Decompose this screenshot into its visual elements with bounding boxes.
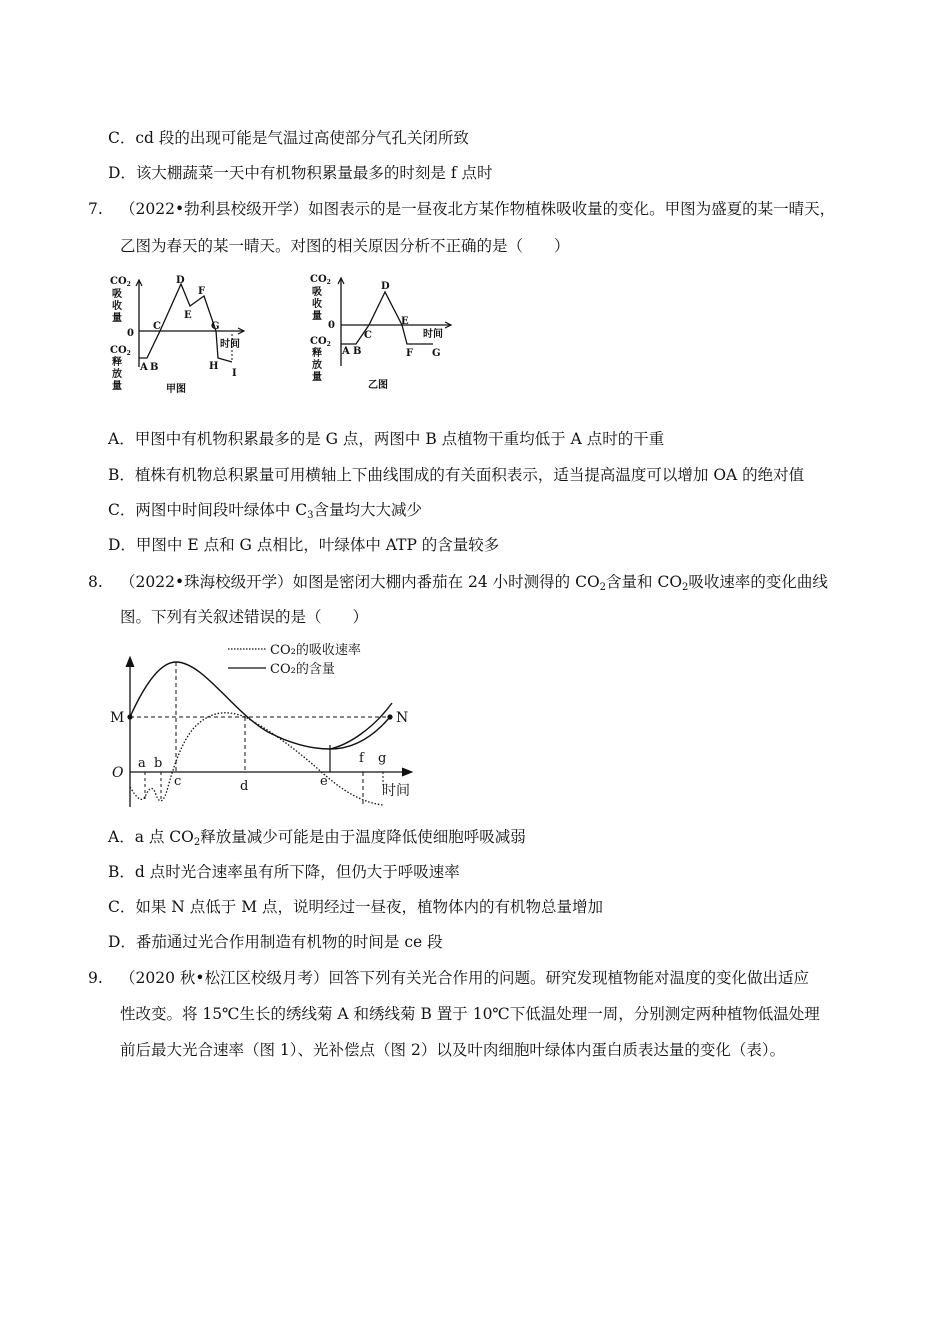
- jia-point-e: E: [184, 310, 192, 321]
- q7-figure-yi: [308, 270, 458, 400]
- yi-point-f: F: [406, 348, 414, 359]
- q8-legend-solid: CO₂的含量: [270, 662, 335, 677]
- yi-point-d: D: [381, 281, 390, 292]
- jia-y-bottom-co: CO: [110, 345, 127, 356]
- jia-y-bottom-1: 释: [112, 357, 122, 368]
- q6-option-c: C．cd 段的出现可能是气温过高使部分气孔关闭所致: [108, 129, 469, 147]
- svg-text:CO2: $CO_2$: [110, 345, 131, 357]
- jia-point-h: H: [209, 361, 219, 372]
- q8-number: 8.: [88, 573, 103, 591]
- yi-y-bottom-1: 释: [312, 348, 322, 359]
- yi-y-bottom-2: 放: [312, 360, 322, 371]
- jia-point-d: D: [176, 275, 185, 286]
- q7-stem-line1: （2022•勃利县校级开学）如图表示的是一昼夜北方某作物植株吸收量的变化。甲图为盛夏的某一晴天，: [120, 200, 836, 218]
- jia-point-c: C: [153, 321, 161, 332]
- q8-stem-line1: （2022•珠海校级开学）如图是密闭大棚内番茄在 24 小时测得的 $CO_2$含量和 $CO_2$吸收速率的变化曲线: [120, 573, 828, 593]
- q9-number: 9.: [88, 969, 103, 987]
- yi-y-bottom-co: CO: [310, 336, 327, 347]
- yi-y-top-3: 量: [312, 311, 322, 322]
- jia-y-bottom-2: 放: [112, 369, 122, 380]
- jia-point-b: B: [150, 362, 159, 373]
- jia-caption: 甲图: [166, 384, 186, 395]
- jia-y-top-1: 吸: [112, 289, 122, 300]
- q8-label-f: f: [359, 751, 364, 766]
- q7-option-a: A．甲图中有机物积累最多的是 G 点，两图中 B 点植物干重均低于 A 点时的干重: [108, 430, 665, 448]
- q8-label-d: d: [240, 779, 249, 794]
- q8-legend-dotted: CO₂的吸收速率: [270, 643, 361, 658]
- yi-zero: 0: [328, 320, 335, 331]
- q8-label-m: M: [110, 710, 125, 726]
- jia-y-bottom-3: 量: [112, 381, 122, 392]
- q8-label-b: b: [154, 756, 163, 771]
- q9-stem-line1: （2020 秋•松江区校级月考）回答下列有关光合作用的问题。研究发现植物能对温度的变化做出适应: [120, 969, 810, 987]
- q6-option-d: D．该大棚蔬菜一天中有机物积累量最多的时刻是 f 点时: [108, 164, 493, 182]
- q8-figure: [108, 637, 428, 812]
- q9-stem-line3: 前后最大光合速率（图 1）、光补偿点（图 2）以及叶肉细胞叶绿体内蛋白质表达量的变化（表）。: [120, 1041, 786, 1059]
- q8-label-e: e: [320, 774, 328, 789]
- q8-option-b: B．d 点时光合速率虽有所下降，但仍大于呼吸速率: [108, 863, 460, 881]
- q7-number: 7.: [88, 200, 103, 218]
- yi-point-a: A: [342, 346, 350, 357]
- yi-point-c: C: [364, 330, 372, 341]
- svg-text:CO2: $CO_2$: [110, 276, 131, 288]
- jia-zero: 0: [127, 328, 134, 339]
- q8-option-a: A．a 点 $CO_2$释放量减少可能是由于温度降低使细胞呼吸减弱: [108, 828, 526, 848]
- jia-point-f: F: [198, 286, 206, 297]
- q7-option-c: C．两图中时间段叶绿体中 $C_3$含量均大大减少: [108, 501, 423, 521]
- yi-point-e: E: [401, 316, 409, 327]
- yi-y-top-1: 吸: [312, 287, 322, 298]
- yi-point-b: B: [353, 346, 362, 357]
- q7-option-b: B．植株有机物总积累量可用横轴上下曲线围成的有关面积表示，适当提高温度可以增加 OA 的绝对值: [108, 466, 805, 484]
- jia-y-top-3: 量: [112, 313, 122, 324]
- q7-stem-line2: 乙图为春天的某一晴天。对图的相关原因分析不正确的是（ ）: [120, 237, 570, 255]
- jia-point-a: A: [140, 362, 148, 373]
- yi-x-axis: 时间: [423, 329, 443, 340]
- jia-y-top-2: 收: [112, 301, 122, 312]
- q8-label-o: O: [112, 765, 124, 781]
- yi-caption: 乙图: [368, 380, 388, 391]
- q8-stem-line2: 图。下列有关叙述错误的是（ ）: [120, 608, 369, 626]
- jia-point-i: I: [232, 368, 237, 379]
- svg-text:CO2: $CO_2$: [310, 274, 331, 286]
- jia-x-axis: 时间: [220, 339, 240, 350]
- q8-option-d: D．番茄通过光合作用制造有机物的时间是 ce 段: [108, 933, 443, 951]
- q9-stem-line2: 性改变。将 15℃生长的绣线菊 A 和绣线菊 B 置于 10℃下低温处理一周，分别测定两种植物低温处理: [120, 1005, 820, 1023]
- jia-y-top-co: CO: [110, 276, 127, 287]
- q7-option-d: D．甲图中 E 点和 G 点相比，叶绿体中 ATP 的含量较多: [108, 536, 500, 554]
- yi-y-top-co: CO: [310, 274, 327, 285]
- svg-text:CO2: $CO_2$: [310, 336, 331, 348]
- yi-y-bottom-3: 量: [312, 372, 322, 383]
- q8-x-axis: 时间: [382, 783, 410, 799]
- q8-option-c: C．如果 N 点低于 M 点，说明经过一昼夜，植物体内的有机物总量增加: [108, 898, 604, 916]
- q8-label-n: N: [396, 710, 409, 726]
- q7-figure-jia: [108, 272, 258, 402]
- q8-label-a: a: [138, 756, 146, 771]
- q8-label-c: c: [174, 774, 182, 789]
- yi-y-top-2: 收: [312, 299, 322, 310]
- yi-point-g: G: [432, 348, 441, 359]
- q8-label-g: g: [378, 751, 387, 766]
- jia-point-g: G: [211, 321, 220, 332]
